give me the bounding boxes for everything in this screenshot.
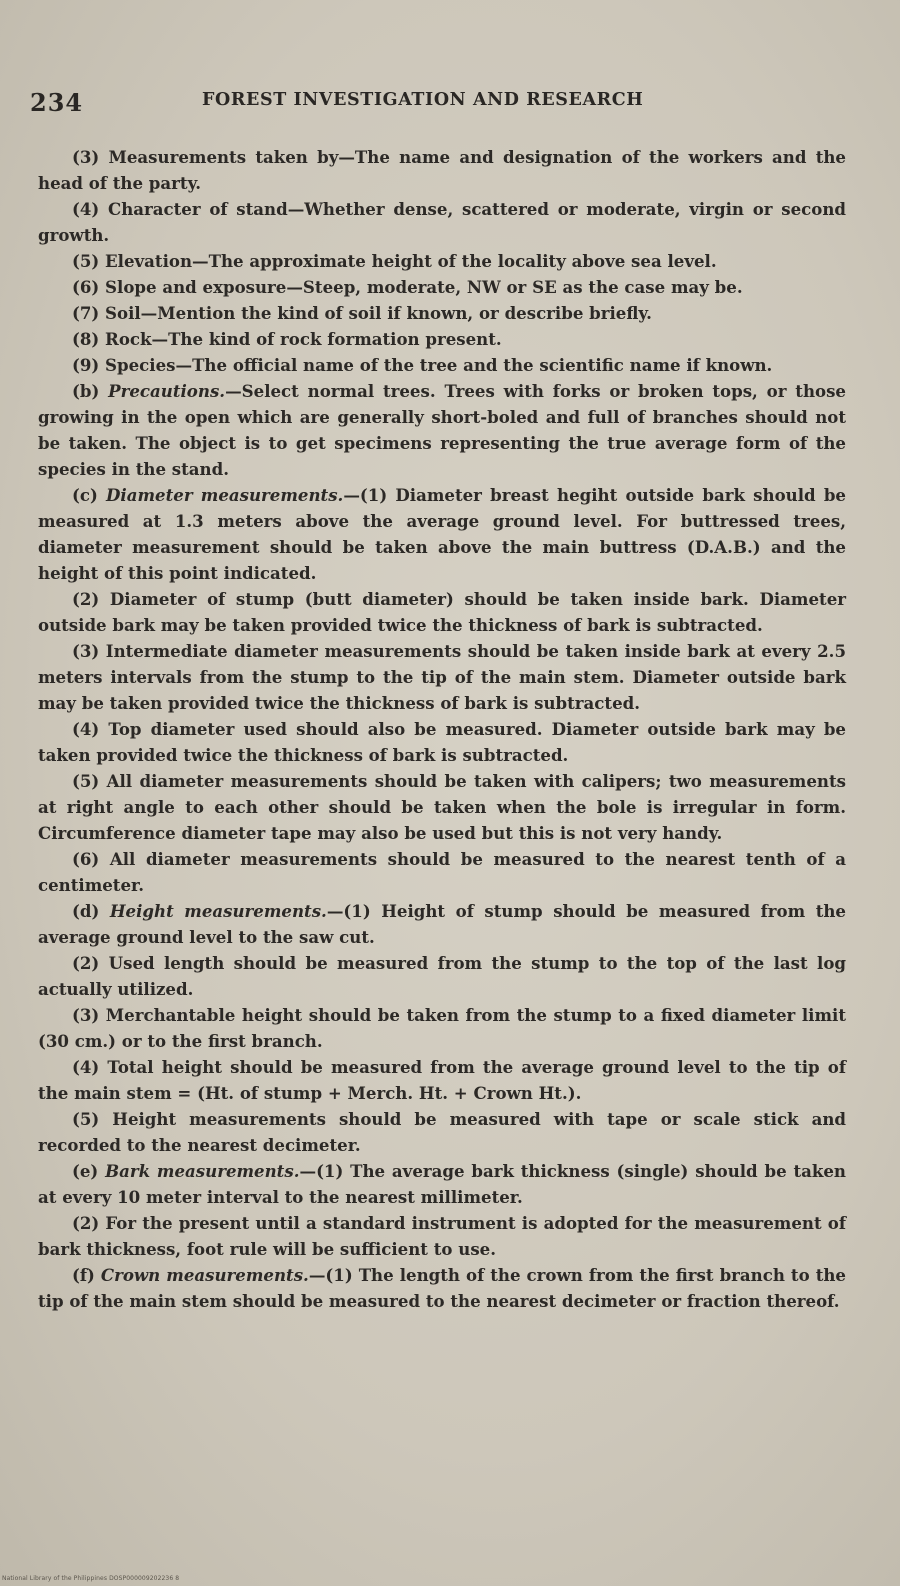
paragraph-species: (9) Species—The official name of the tree and the scientific name if known. [72, 355, 773, 375]
paragraph-soil: (7) Soil—Mention the kind of soil if known, or describe briefly. [72, 303, 652, 323]
paragraph-used-length: (2) Used length should be measured from the stump to the top of the last log actually utilized. [38, 953, 846, 999]
paragraph-nearest-tenth: (6) All diameter measurements should be measured to the nearest tenth of a centimeter. [38, 849, 846, 895]
heading-height-measurements: Height measurements. [109, 901, 327, 921]
paragraph-top-diameter: (4) Top diameter used should also be measured. Diameter outside bark may be taken provided twice the thickness of bark is subtracted. [38, 719, 846, 765]
paragraph-character-of-stand: (4) Character of stand—Whether dense, scattered or moderate, virgin or second growth. [38, 199, 846, 245]
paragraph-slope-and-exposure: (6) Slope and exposure—Steep, moderate, NW or SE as the case may be. [72, 277, 743, 297]
body-text [38, 144, 846, 1314]
heading-bark-measurements: Bark measurements. [105, 1161, 300, 1181]
heading-precautions: Precautions. [108, 381, 226, 401]
paragraph-height-measurements: (d) Height measurements.—(1) Height of stump should be measured from the average ground level to the saw cut. [38, 901, 846, 947]
running-title: FOREST INVESTIGATION AND RESEARCH [202, 90, 644, 110]
paragraph-height-tape: (5) Height measurements should be measured with tape or scale stick and recorded to the nearest decimeter. [38, 1109, 846, 1155]
page-number: 234 [30, 88, 84, 117]
paragraph-measurements-taken-by: (3) Measurements taken by—The name and designation of the workers and the head of the party. [38, 147, 846, 193]
paragraph-calipers: (5) All diameter measurements should be taken with calipers; two measurements at right angle to each other should be taken when the bole is irregular in form. Circumference diameter tape may also be used but this is not very handy. [38, 771, 846, 843]
library-stamp: National Library of the Philippines DOSP000009202236 8 [2, 1575, 180, 1582]
paragraph-total-height: (4) Total height should be measured from the average ground level to the tip of the main stem = (Ht. of stump + Merch. Ht. + Crown Ht.). [38, 1057, 846, 1103]
paragraph-diameter-of-stump: (2) Diameter of stump (butt diameter) should be taken inside bark. Diameter outside bark may be taken provided twice the thickness of bark is subtracted. [38, 589, 846, 635]
paragraph-diameter-measurements: (c) Diameter measurements.—(1) Diameter breast hegiht outside bark should be measured at 1.3 meters above the average ground level. For buttressed trees, diameter measurement should be taken above the main buttress (D.A.B.) and the height of this point indicated. [38, 485, 846, 583]
paragraph-precautions: (b) Precautions.—Select normal trees. Trees with forks or broken tops, or those growing in the open which are generally short-boled and full of branches should not be taken. The object is to get specimens representing the true average form of the species in the stand. [38, 381, 846, 479]
paragraph-crown-measurements: (f) Crown measurements.—(1) The length of the crown from the first branch to the tip of the main stem should be measured to the nearest decimeter or fraction thereof. [38, 1265, 846, 1311]
paragraph-intermediate-diameter: (3) Intermediate diameter measurements should be taken inside bark at every 2.5 meters intervals from the stump to the tip of the main stem. Diameter outside bark may be taken provided twice the thickness of bark is subtracted. [38, 641, 846, 713]
page-header [30, 86, 870, 126]
paragraph-rock: (8) Rock—The kind of rock formation present. [72, 329, 502, 349]
heading-crown-measurements: Crown measurements. [100, 1265, 309, 1285]
paragraph-merchantable-height: (3) Merchantable height should be taken from the stump to a fixed diameter limit (30 cm.) or to the first branch. [38, 1005, 846, 1051]
paragraph-elevation: (5) Elevation—The approximate height of the locality above sea level. [72, 251, 717, 271]
paragraph-bark-measurements: (e) Bark measurements.—(1) The average bark thickness (single) should be taken at every 10 meter interval to the nearest millimeter. [38, 1161, 846, 1207]
paragraph-bark-instrument: (2) For the present until a standard instrument is adopted for the measurement of bark thickness, foot rule will be sufficient to use. [38, 1213, 846, 1259]
heading-diameter-measurements: Diameter measurements. [106, 485, 344, 505]
